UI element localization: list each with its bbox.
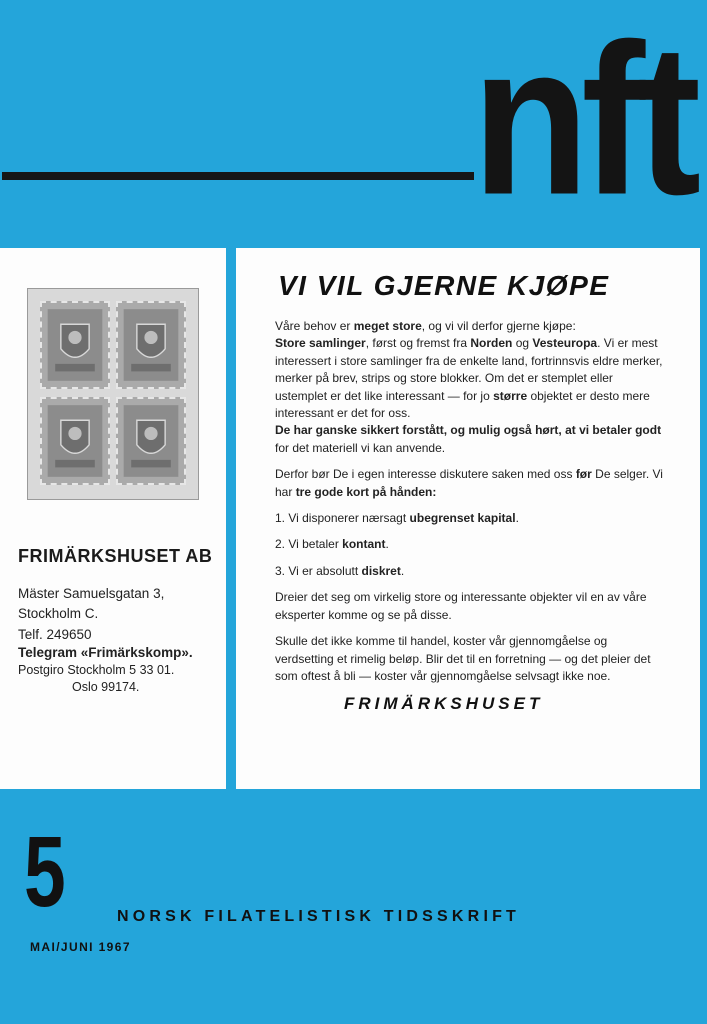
ad-paragraph: Dreier det seg om virkelig store og interessante objekter vil en av våre eksperter komme og se på disse. xyxy=(275,590,647,622)
stamp-image xyxy=(40,301,110,389)
text-run: Vesteuropa xyxy=(532,336,598,351)
text-run: meget store xyxy=(353,319,422,333)
text-run: . Vi er mest interessert i store samlinger fra de enkelte land, fortrinnsvis eldre merker, merker på brev, strips og store blokker. Om det er stemplet eller ustemplet er det like interessant — for jo xyxy=(275,336,663,403)
text-run: , først og fremst fra xyxy=(365,336,471,351)
text-run: . xyxy=(400,563,405,578)
text-run: Store samlinger xyxy=(275,336,366,351)
masthead-rule xyxy=(2,172,474,180)
text-run: og xyxy=(512,336,533,351)
address-street: Mäster Samuelsgatan 3, xyxy=(18,586,165,601)
text-run: tre gode kort på hånden: xyxy=(295,484,437,499)
phone-number: Telf. 249650 xyxy=(18,627,92,642)
text-run: for det materiell vi kan anvende. xyxy=(275,440,446,455)
issue-number: 5 xyxy=(24,816,66,928)
text-run: . xyxy=(385,537,389,552)
text-run: . xyxy=(515,511,519,526)
text-run: kontant xyxy=(342,537,386,552)
stamp-image xyxy=(40,397,110,485)
text-run: Norden xyxy=(470,336,513,351)
ad-signature: FRIMÄRKSHUSET xyxy=(344,694,544,713)
text-run: ubegrenset kapital xyxy=(409,511,516,526)
stamp-image xyxy=(116,301,186,389)
postgiro-oslo: Oslo 99174. xyxy=(72,680,140,694)
telegram-address: Telegram «Frimärkskomp». xyxy=(18,645,193,660)
masthead-logo: nft xyxy=(472,0,694,240)
text-run: før xyxy=(575,467,592,482)
stamp-block-photo xyxy=(27,288,199,500)
text-run: 1. Vi disponerer nærsagt xyxy=(275,511,410,526)
ad-headline: VI VIL GJERNE KJØPE xyxy=(278,270,610,301)
journal-title: NORSK FILATELISTISK TIDSSKRIFT xyxy=(117,908,521,925)
text-run: De har ganske sikkert forstått, og mulig også hørt, at vi betaler godt xyxy=(275,423,662,438)
text-run: større xyxy=(493,388,528,403)
list-item xyxy=(275,510,663,527)
text-run: diskret xyxy=(361,563,401,578)
text-run: Våre behov er xyxy=(275,319,354,333)
ad-paragraph xyxy=(275,318,663,457)
text-run: , og vi vil derfor gjerne kjøpe: xyxy=(421,319,576,333)
ad-paragraph: Skulle det ikke komme til handel, koster vår gjennomgåelse og verdsetting et rimelig beløp. Blir det til en forretning — og det pleier det som oftest å bli — koster vår gjennomgåelse selvsagt ikke noe. xyxy=(275,634,651,683)
list-item xyxy=(275,536,663,553)
text-run: 3. Vi er absolutt xyxy=(275,563,362,578)
text-run: De selger. Vi har xyxy=(275,467,663,499)
postgiro-stockholm: Postgiro Stockholm 5 33 01. xyxy=(18,663,175,677)
panel-divider xyxy=(226,248,236,789)
list-item xyxy=(275,563,663,580)
address-city: Stockholm C. xyxy=(18,606,99,621)
ad-paragraph xyxy=(275,466,663,501)
company-name: FRIMÄRKSHUSET AB xyxy=(18,546,213,566)
issue-date: MAI/JUNI 1967 xyxy=(30,940,131,954)
ad-body xyxy=(275,318,663,694)
text-run: Derfor bør De i egen interesse diskutere saken med oss xyxy=(275,467,576,482)
text-run: objektet er desto mere interessant er det for oss. xyxy=(275,388,650,421)
stamp-image xyxy=(116,397,186,485)
text-run: 2. Vi betaler xyxy=(275,537,343,552)
